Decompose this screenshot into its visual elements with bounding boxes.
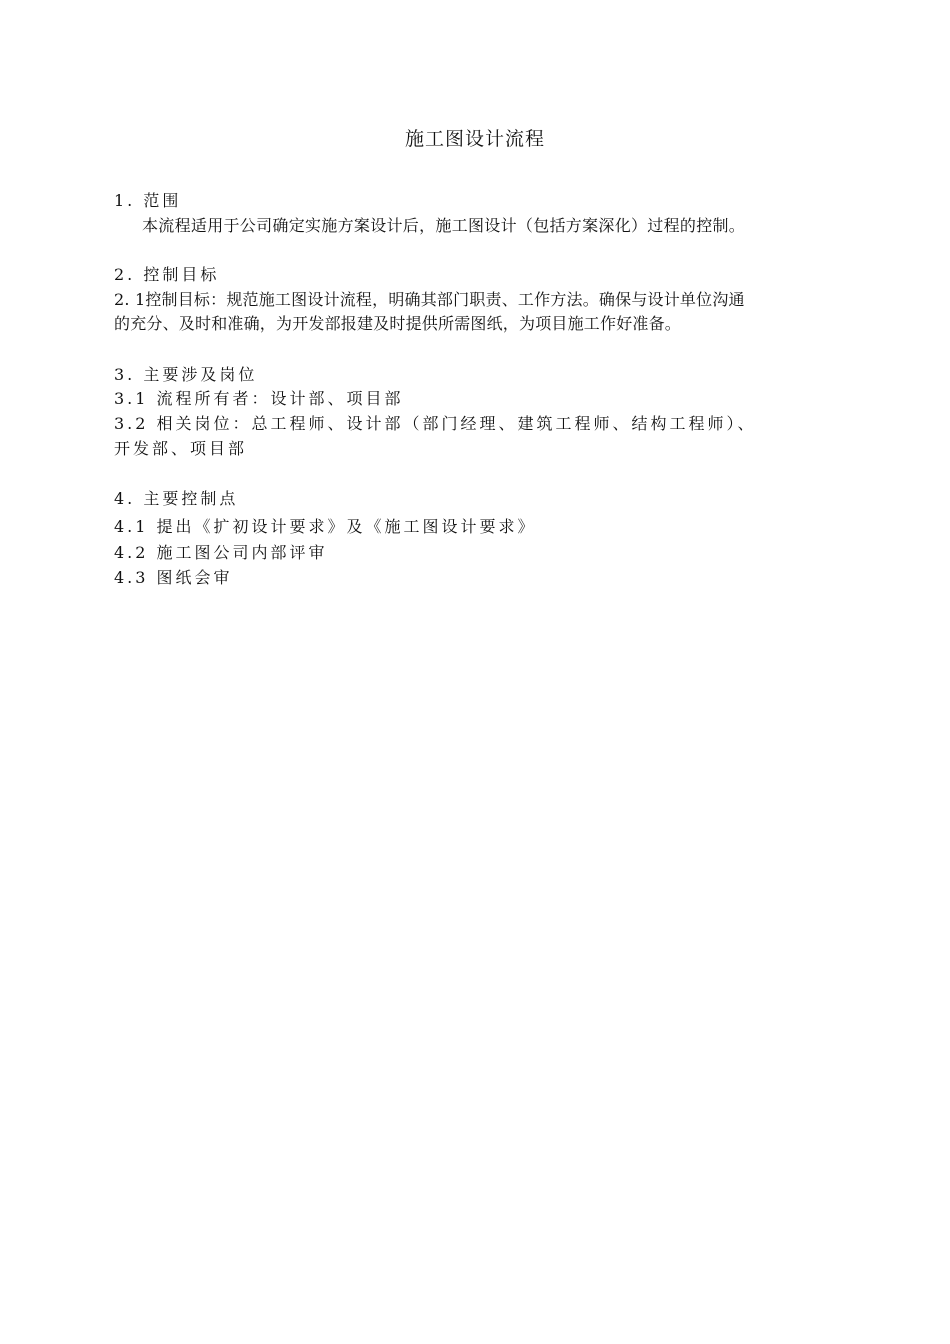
section-scope-heading: 1. 范围 xyxy=(114,191,182,210)
section-control-points-item1: 4.1 提出《扩初设计要求》及《施工图设计要求》 xyxy=(114,517,537,536)
section-control-points-heading: 4. 主要控制点 xyxy=(114,489,239,508)
section-positions-item2-line2: 开发部、项目部 xyxy=(114,439,248,458)
section-control-points-item2: 4.2 施工图公司内部评审 xyxy=(114,543,328,562)
section-positions-item1: 3.1 流程所有者：设计部、项目部 xyxy=(114,389,404,408)
document-title: 施工图设计流程 xyxy=(404,128,545,150)
section-control-points-item3: 4.3 图纸会审 xyxy=(114,568,233,587)
section-objective-body-line2: 的充分、及时和准确，为开发部报建及时提供所需图纸，为项目施工作好准备。 xyxy=(114,314,682,333)
section-positions-item2-line1: 3.2 相关岗位：总工程师、设计部（部门经理、建筑工程师、结构工程师）、 xyxy=(114,414,757,433)
section-scope-body: 本流程适用于公司确定实施方案设计后，施工图设计（包括方案深化）过程的控制。 xyxy=(142,216,746,235)
section-positions-heading: 3. 主要涉及岗位 xyxy=(114,365,258,384)
section-objective-heading: 2. 控制目标 xyxy=(114,265,220,284)
section-objective-body-line1: 2. 1控制目标：规范施工图设计流程，明确其部门职责、工作方法。确保与设计单位沟通 xyxy=(114,290,745,309)
